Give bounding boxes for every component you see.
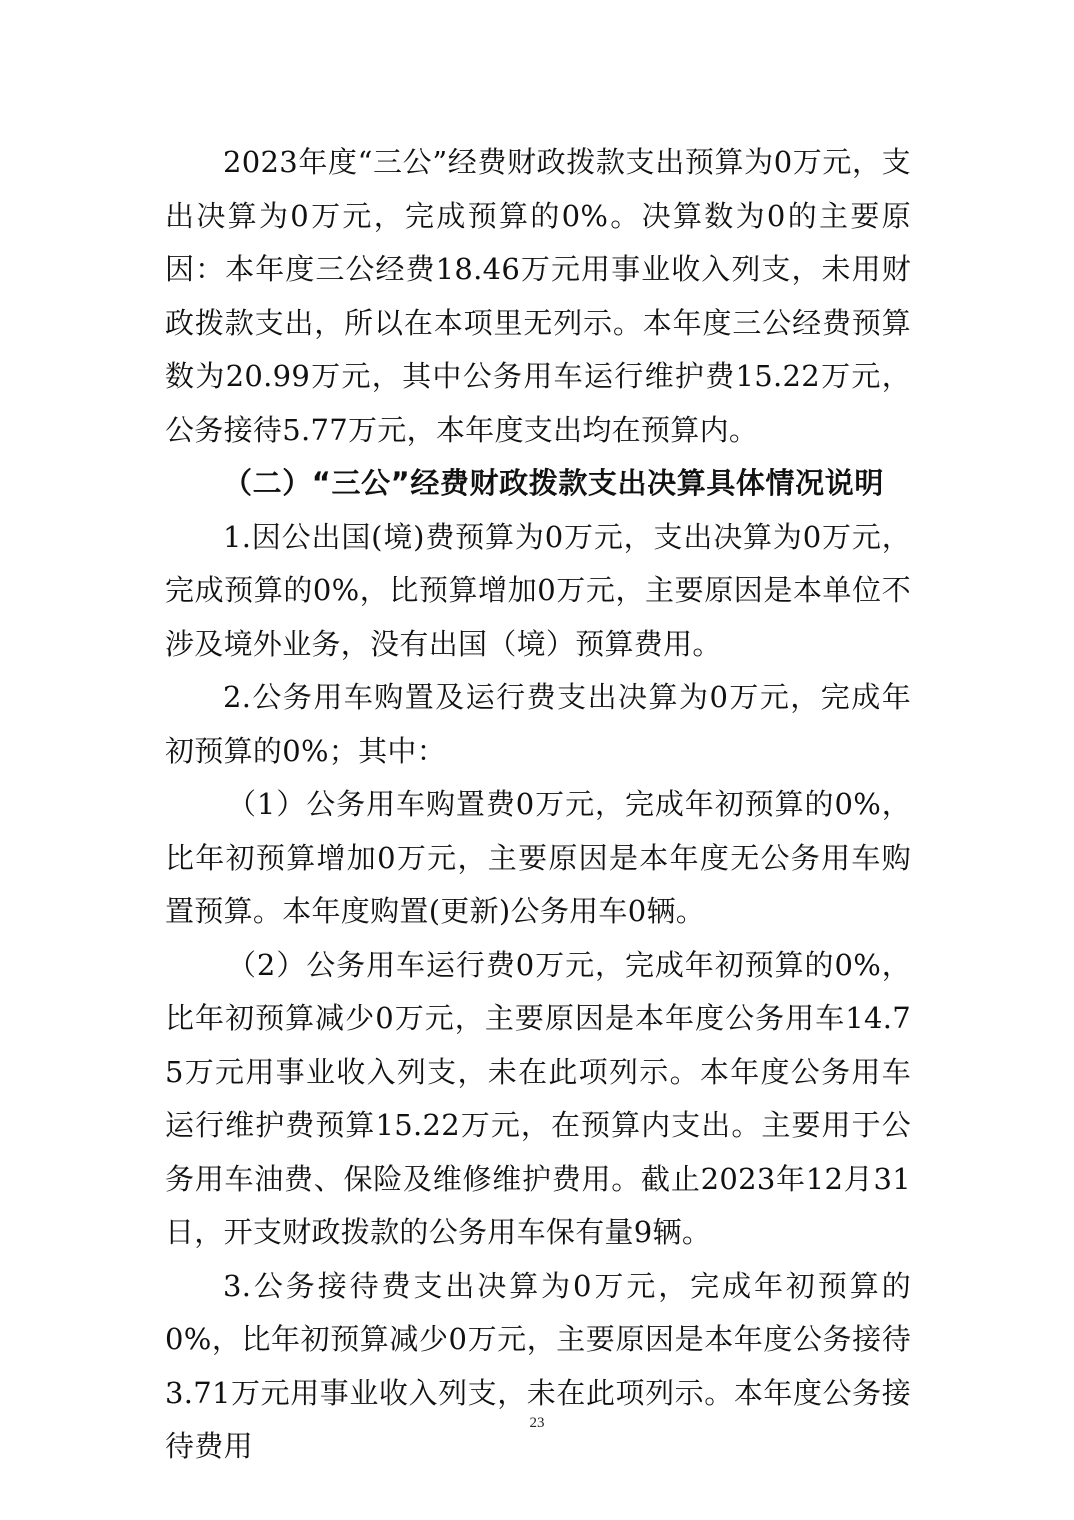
paragraph-summary: 2023年度“三公”经费财政拨款支出预算为0万元，支出决算为0万元，完成预算的0%。决算数为0的主要原因：本年度三公经费18.46万元用事业收入列支，未用财政拨款支出，所以在本项里无列示。本年度三公经费预算数为20.99万元，其中公务用车运行维护费15.22万元，公务接待5.77万元，本年度支出均在预算内。	[165, 145, 911, 447]
paragraph-vehicle-operation: （2）公务用车运行费0万元，完成年初预算的0%，比年初预算减少0万元，主要原因是本年度公务用车14.75万元用事业收入列支，未在此项列示。本年度公务用车运行维护费预算15.22万元，在预算内支出。主要用于公务用车油费、保险及维修维护费用。截止2023年12月31日，开支财政拨款的公务用车保有量9辆。	[165, 947, 911, 1249]
paragraph-overseas-travel: 1.因公出国(境)费预算为0万元，支出决算为0万元，完成预算的0%，比预算增加0万元，主要原因是本单位不涉及境外业务，没有出国（境）预算费用。	[165, 519, 911, 661]
page-number: 23	[529, 1415, 545, 1431]
page-body	[165, 136, 911, 1474]
paragraph-reception: 3.公务接待费支出决算为0万元，完成年初预算的0%，比年初预算减少0万元，主要原因是本年度公务接待3.71万元用事业收入列支，未在此项列示。本年度公务接待费用	[165, 1268, 911, 1463]
section-heading: （二）“三公”经费财政拨款支出决算具体情况说明	[223, 466, 884, 500]
paragraph-vehicle-total: 2.公务用车购置及运行费支出决算为0万元，完成年初预算的0%；其中：	[165, 680, 911, 768]
paragraph-vehicle-purchase: （1）公务用车购置费0万元，完成年初预算的0%，比年初预算增加0万元，主要原因是本年度无公务用车购置预算。本年度购置(更新)公务用车0辆。	[165, 787, 911, 928]
